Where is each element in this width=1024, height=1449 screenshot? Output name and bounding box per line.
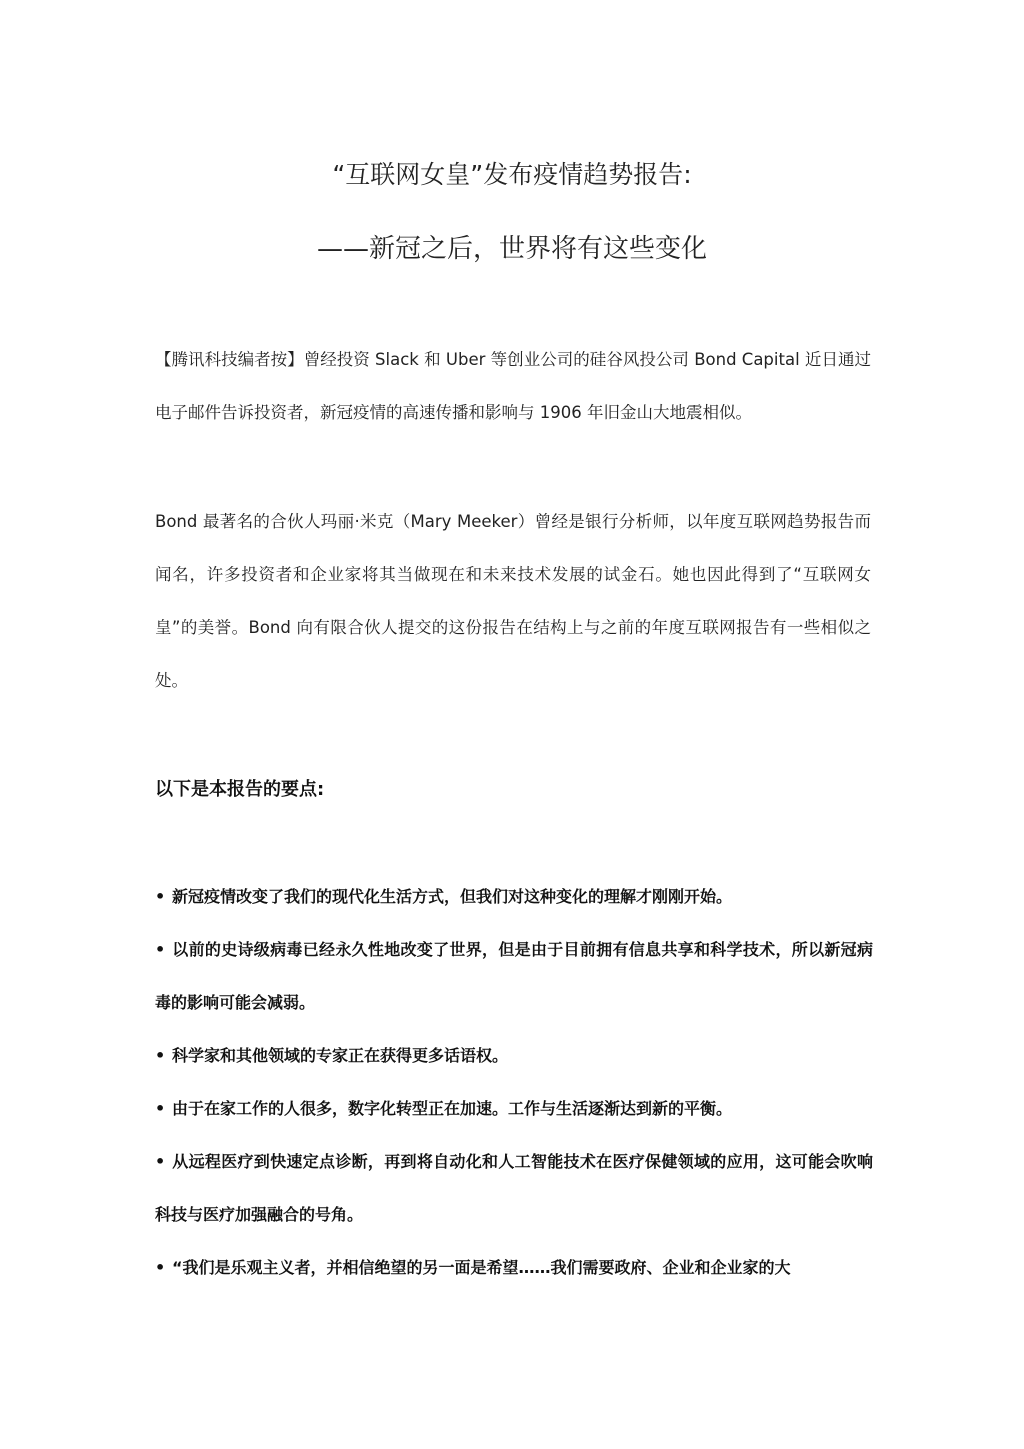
list-item [155, 1082, 873, 1135]
list-item-text: “我们是乐观主义者，并相信绝望的另一面是希望……我们需要政府、企业和企业家的大 [172, 1258, 791, 1277]
list-item [155, 1241, 873, 1294]
bullet-icon: • [155, 1258, 166, 1277]
document-subtitle: ——新冠之后，世界将有这些变化 [316, 234, 707, 264]
list-item-text: 从远程医疗到快速定点诊断，再到将自动化和人工智能技术在医疗保健领域的应用，这可能会吹响科技与医疗加强融合的号角。 [155, 1152, 873, 1224]
bullet-icon: • [155, 1099, 166, 1118]
list-item-text: 新冠疫情改变了我们的现代化生活方式，但我们对这种变化的理解才刚刚开始。 [172, 887, 733, 906]
key-points-heading: 以下是本报告的要点: [155, 779, 325, 800]
list-item [155, 1029, 873, 1082]
bullet-icon: • [155, 1046, 166, 1065]
bullet-icon: • [155, 1152, 166, 1171]
list-item-text: 科学家和其他领域的专家正在获得更多话语权。 [172, 1046, 509, 1065]
list-item [155, 870, 873, 923]
editor-note-paragraph: 【腾讯科技编者按】曾经投资 Slack 和 Uber 等创业公司的硅谷风投公司 Bond Capital 近日通过电子邮件告诉投资者，新冠疫情的高速传播和影响与 1906 年旧金山大地震相似。 [155, 350, 871, 422]
key-points-list [155, 870, 873, 1294]
document-title: “互联网女皇”发布疫情趋势报告: [332, 160, 692, 189]
list-item-text: 由于在家工作的人很多，数字化转型正在加速。工作与生活逐渐达到新的平衡。 [172, 1099, 733, 1118]
list-item [155, 923, 873, 1029]
list-item [155, 1135, 873, 1241]
bullet-icon: • [155, 887, 166, 906]
bullet-icon: • [155, 940, 166, 959]
mary-meeker-paragraph: Bond 最著名的合伙人玛丽·米克（Mary Meeker）曾经是银行分析师，以年度互联网趋势报告而闻名，许多投资者和企业家将其当做现在和未来技术发展的试金石。她也因此得到了“互联网女皇”的美誉。Bond 向有限合伙人提交的这份报告在结构上与之前的年度互联网报告有一些相似之处。 [155, 512, 871, 690]
list-item-text: 以前的史诗级病毒已经永久性地改变了世界，但是由于目前拥有信息共享和科学技术，所以新冠病毒的影响可能会减弱。 [155, 940, 873, 1012]
